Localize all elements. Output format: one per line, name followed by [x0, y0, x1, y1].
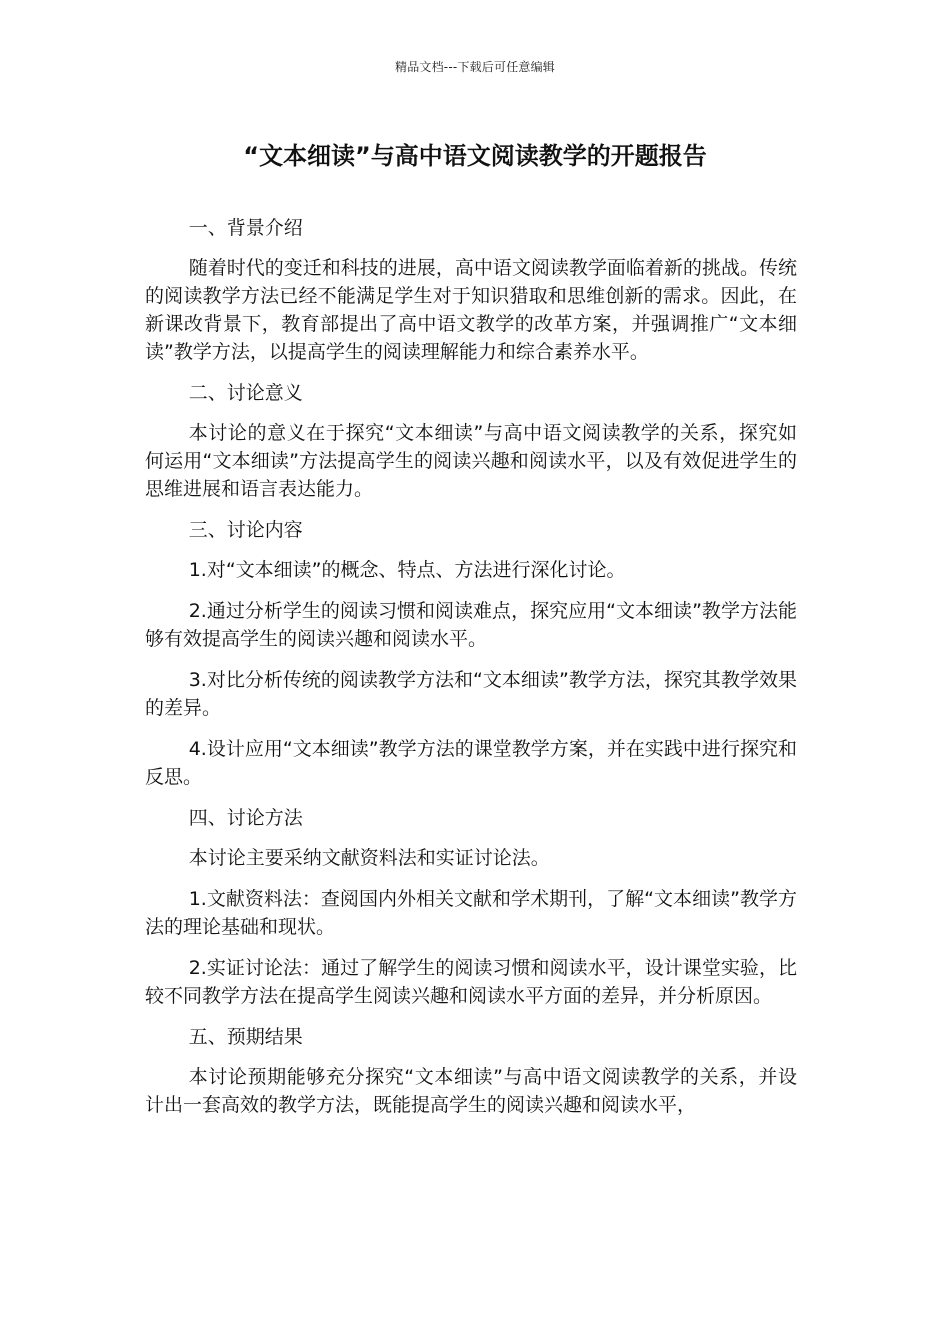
paragraph-methods-intro: 本讨论主要采纳文献资料法和实证讨论法。 — [188, 847, 550, 869]
section-heading-expected-results: 五、预期结果 — [188, 1026, 303, 1048]
paragraph-expected-results: 本讨论预期能够充分探究“文本细读”与高中语文阅读教学的关系，并设计出一套高效的教学方法，既能提高学生的阅读兴趣和阅读水平， — [145, 1066, 797, 1116]
method-item-2: 2.实证讨论法：通过了解学生的阅读习惯和阅读水平，设计课堂实验，比较不同教学方法在提高学生阅读兴趣和阅读水平方面的差异，并分析原因。 — [145, 957, 797, 1007]
section-heading-content: 三、讨论内容 — [188, 519, 303, 541]
content-item-4: 4.设计应用“文本细读”教学方法的课堂教学方案，并在实践中进行探究和反思。 — [145, 738, 797, 788]
content-item-1: 1.对“文本细读”的概念、特点、方法进行深化讨论。 — [188, 559, 626, 581]
section-heading-background: 一、背景介绍 — [188, 217, 303, 239]
document-body — [145, 214, 797, 1132]
section-heading-methods: 四、讨论方法 — [188, 807, 303, 829]
method-item-1: 1.文献资料法：查阅国内外相关文献和学术期刊，了解“文本细读”教学方法的理论基础和现状。 — [145, 888, 797, 938]
page-header: 精品文档---下载后可任意编辑 — [395, 60, 555, 74]
content-item-2: 2.通过分析学生的阅读习惯和阅读难点，探究应用“文本细读”教学方法能够有效提高学生的阅读兴趣和阅读水平。 — [145, 600, 797, 650]
paragraph-background: 随着时代的变迁和科技的进展，高中语文阅读教学面临着新的挑战。传统的阅读教学方法已经不能满足学生对于知识猎取和思维创新的需求。因此，在新课改背景下，教育部提出了高中语文教学的改革方案，并强调推广“文本细读”教学方法，以提高学生的阅读理解能力和综合素养水平。 — [145, 257, 797, 363]
document-title: “文本细读”与高中语文阅读教学的开题报告 — [243, 142, 707, 170]
section-heading-significance: 二、讨论意义 — [188, 382, 303, 404]
content-item-3: 3.对比分析传统的阅读教学方法和“文本细读”教学方法，探究其教学效果的差异。 — [145, 669, 797, 719]
paragraph-significance: 本讨论的意义在于探究“文本细读”与高中语文阅读教学的关系，探究如何运用“文本细读”方法提高学生的阅读兴趣和阅读水平，以及有效促进学生的思维进展和语言表达能力。 — [145, 422, 797, 500]
